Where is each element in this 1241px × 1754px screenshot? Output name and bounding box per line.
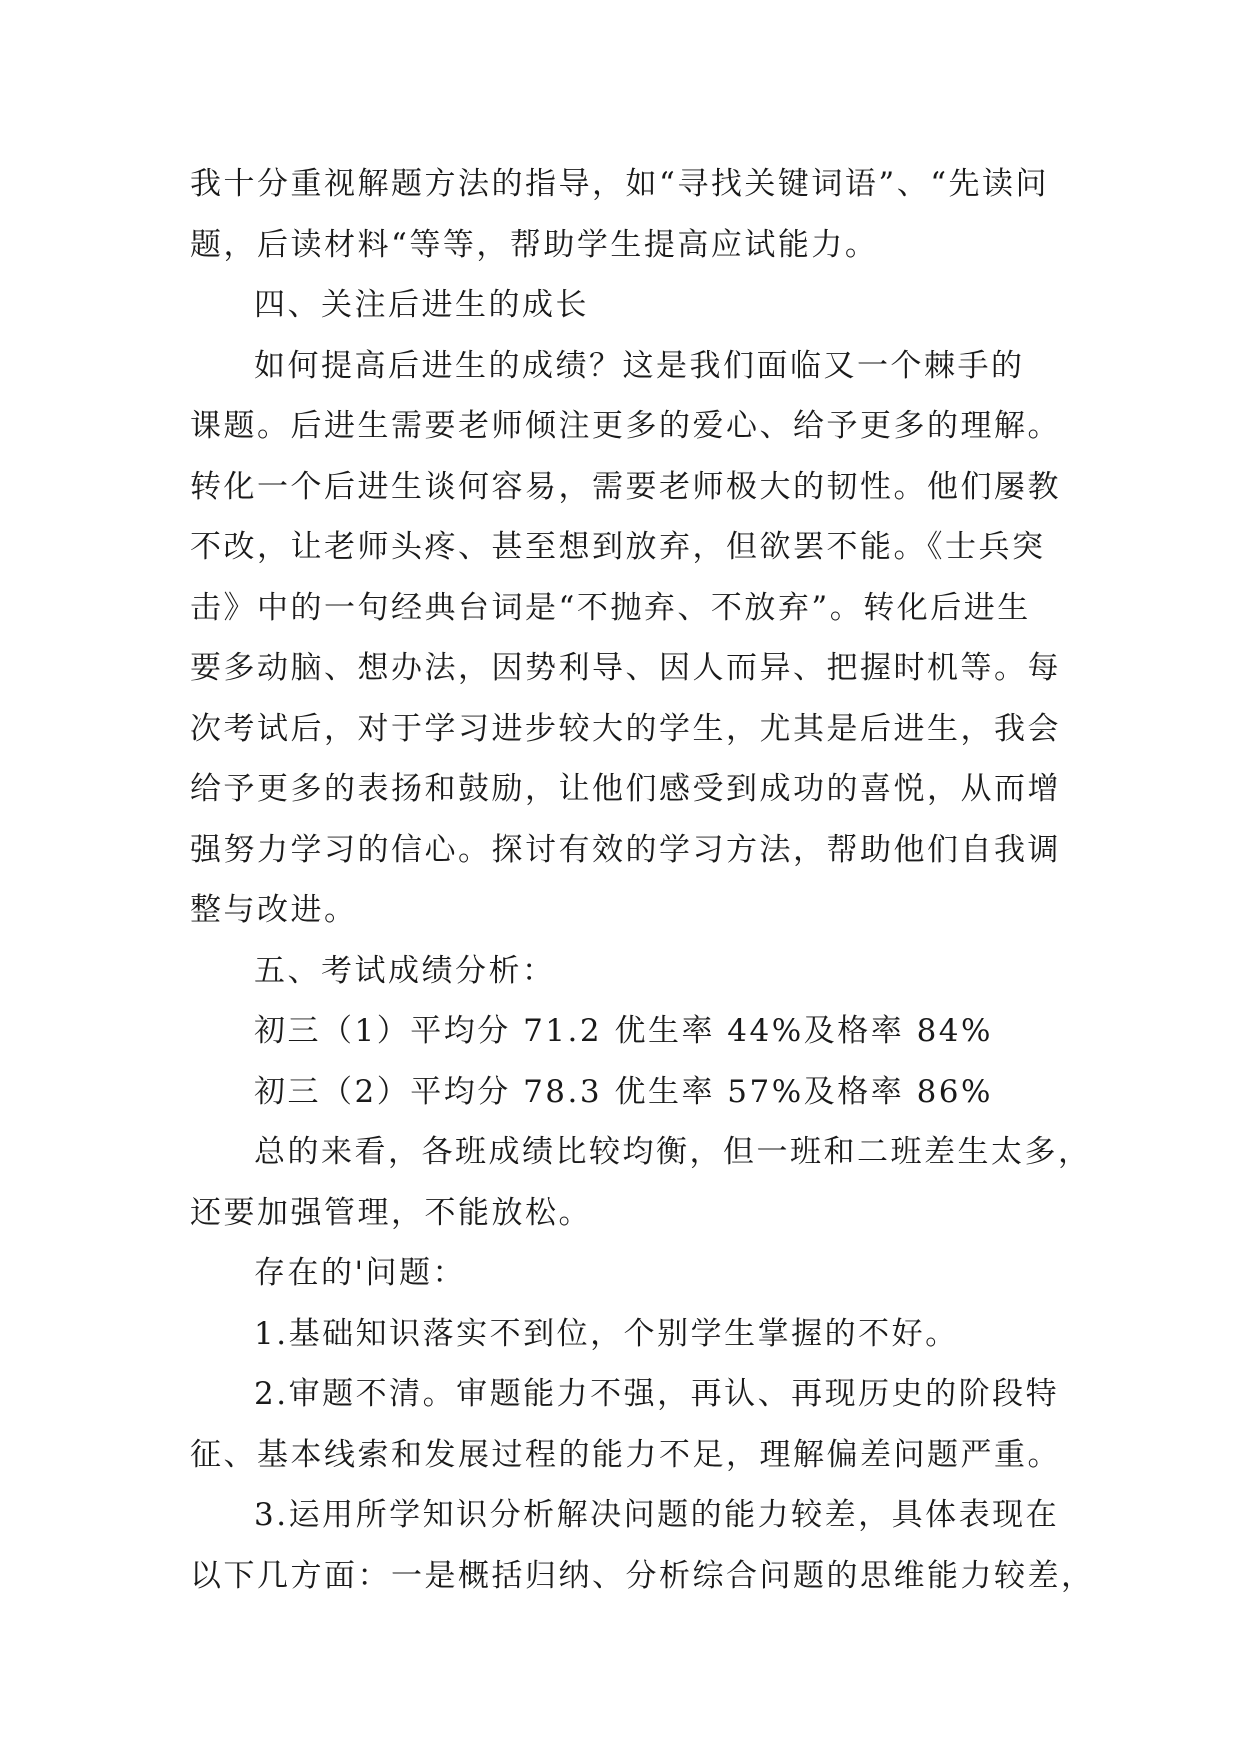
body-line: 给予更多的表扬和鼓励，让他们感受到成功的喜悦，从而增 bbox=[190, 771, 1061, 807]
body-line: 次考试后，对于学习进步较大的学生，尤其是后进生，我会 bbox=[190, 710, 1061, 747]
body-line: 要多动脑、想办法，因势利导、因人而异、把握时机等。每 bbox=[190, 650, 1061, 686]
paragraph-start: 如何提高后进生的成绩？这是我们面临又一个棘手的 bbox=[254, 347, 1025, 384]
list-item: 2.审题不清。审题能力不强，再认、再现历史的阶段特 bbox=[254, 1376, 1060, 1412]
body-line: 整与改进。 bbox=[190, 892, 358, 928]
body-line: 强努力学习的信心。探讨有效的学习方法，帮助他们自我调 bbox=[190, 831, 1061, 868]
body-line: 不改，让老师头疼、甚至想到放弃，但欲罢不能。《士兵突 bbox=[190, 529, 1046, 565]
body-line: 转化一个后进生谈何容易，需要老师极大的韧性。他们屡教 bbox=[190, 468, 1061, 505]
list-item: 3.运用所学知识分析解决问题的能力较差，具体表现在 bbox=[254, 1497, 1060, 1533]
document-body bbox=[190, 154, 1095, 1606]
body-line: 题，后读材料“等等，帮助学生提高应试能力。 bbox=[190, 226, 879, 263]
score-line-class-2: 初三（2）平均分 78.3 优生率 57%及格率 86% bbox=[254, 1073, 993, 1110]
score-line-class-1: 初三（1）平均分 71.2 优生率 44%及格率 84% bbox=[254, 1013, 993, 1049]
body-line: 击》中的一句经典台词是“不抛弃、不放弃”。转化后进生 bbox=[190, 589, 1031, 626]
body-line: 以下几方面：一是概括归纳、分析综合问题的思维能力较差， bbox=[190, 1557, 1095, 1594]
section-heading: 五、考试成绩分析： bbox=[254, 952, 556, 989]
body-line: 课题。后进生需要老师倾注更多的爱心、给予更多的理解。 bbox=[190, 408, 1061, 444]
subheading: 存在的'问题： bbox=[254, 1255, 467, 1291]
body-line: 征、基本线索和发展过程的能力不足，理解偏差问题严重。 bbox=[190, 1436, 1061, 1473]
section-heading: 四、关注后进生的成长 bbox=[254, 287, 589, 323]
body-line: 我十分重视解题方法的指导，如“寻找关键词语”、“先读问 bbox=[190, 166, 1050, 202]
body-line: 还要加强管理，不能放松。 bbox=[190, 1194, 592, 1231]
paragraph-start: 总的来看，各班成绩比较均衡，但一班和二班差生太多， bbox=[254, 1134, 1092, 1170]
list-item: 1.基础知识落实不到位，个别学生掌握的不好。 bbox=[254, 1315, 959, 1352]
